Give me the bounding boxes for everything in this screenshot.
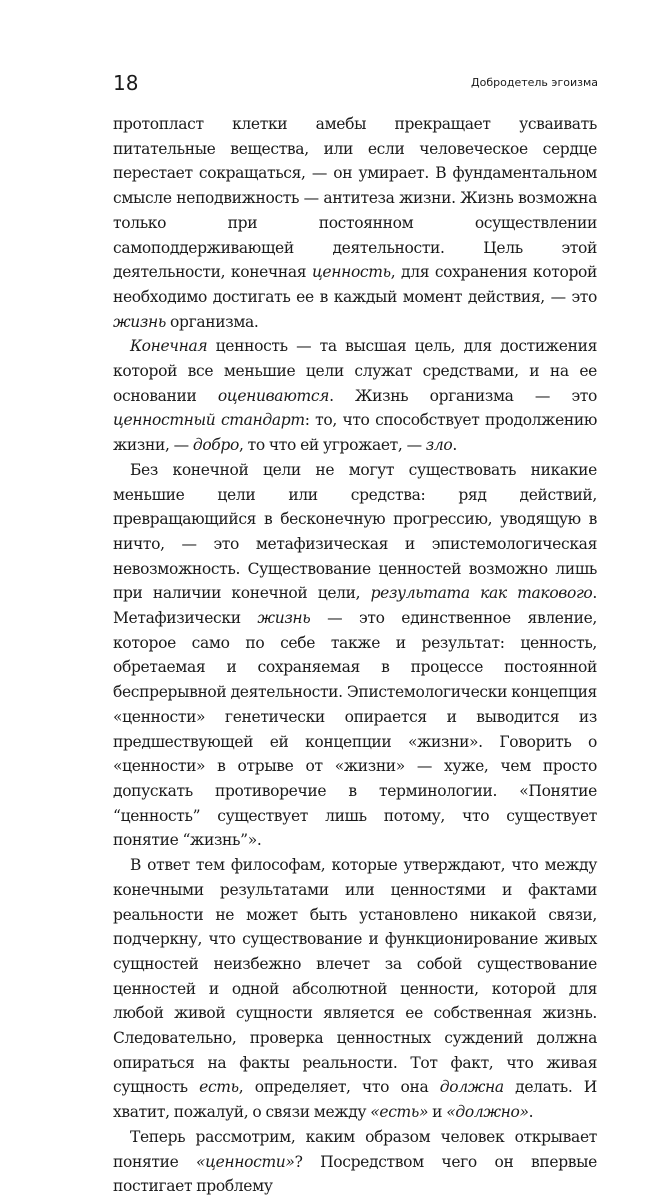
paragraph-5-text-2: ? Посредством чего он впервые постигает проблему: [113, 1152, 597, 1196]
paragraph-2-text-2: . Жизнь организма — это: [329, 386, 598, 405]
paragraph-4-emphasis-3: «есть»: [370, 1103, 429, 1122]
page-header: [113, 66, 598, 100]
paragraph-2-text-4: , то что ей угрожает, —: [238, 436, 426, 455]
paragraph-3-text-3: — это единственное явление, которое само по себе также и результат: ценность, обретаемая и сохраняемая в процессе постоянной беспрерывной деятельности. Эпистемологически концепция «ценности» генетически опирается и выводится из предшествующей ей концепции «жизни». Говорить о «ценности» в отрыве от «жизни» — хуже, чем просто допускать противоречие в терминологии. «Понятие “ценность” существует лишь потому, что существует понятие “жизнь”».: [113, 609, 597, 850]
running-title: Добродетель эгоизма: [471, 76, 598, 89]
paragraph-2-emphasis-1: Конечная: [130, 337, 208, 356]
paragraph-2: [113, 334, 597, 458]
paragraph-3-emphasis-1: результата как такового: [370, 584, 593, 603]
paragraph-4-text-3: делать. И хватит, пожалуй, о связи между: [113, 1078, 597, 1122]
paragraph-3-emphasis-2: жизнь: [257, 609, 311, 628]
paragraph-1: [113, 112, 597, 334]
page-number: 18: [113, 71, 139, 95]
paragraph-5-emphasis-1: «ценности»: [196, 1152, 295, 1171]
paragraph-4: [113, 853, 597, 1125]
paragraph-2-emphasis-3: ценностный стандарт: [113, 411, 305, 430]
body-text: [113, 112, 597, 1199]
paragraph-5: [113, 1125, 597, 1199]
paragraph-5-text-1: Теперь рассмотрим, каким образом человек открывает понятие: [113, 1127, 597, 1171]
paragraph-4-text-1: В ответ тем философам, которые утверждают, что между конечными результатами или ценностями и фактами реальности не может быть установлено никакой связи, подчеркну, что существование и функционирование живых сущностей неизбежно влечет за собой существование ценностей и одной абсолютной ценности, которой для любой живой сущности является ее собственная жизнь. Следовательно, проверка ценностных суждений должна опираться на факты реальности. Тот факт, что живая сущность: [113, 856, 597, 1097]
paragraph-4-text-5: .: [528, 1103, 534, 1122]
paragraph-2-emphasis-4: добро: [192, 436, 239, 455]
paragraph-4-emphasis-1: есть: [199, 1078, 239, 1097]
paragraph-2-text-3: : то, что способствует продолжению жизни, —: [113, 411, 598, 455]
paragraph-2-emphasis-2: оцениваются: [217, 386, 330, 405]
paragraph-1-text-1: протопласт клетки амебы прекращает усваивать питательные вещества, или если человеческое сердце перестает сокращаться, — он умирает. В фундаментальном смысле неподвижность — антитеза жизни. Жизнь возможна только при постоянном осуществлении самоподдерживающей деятельности. Цель этой деятельности, конечная: [113, 115, 597, 282]
paragraph-1-text-2: , для сохранения которой необходимо достигать ее в каждый момент действия, — это: [113, 263, 597, 306]
paragraph-3-text-1: Без конечной цели не могут существовать никакие меньшие цели или средства: ряд действий, превращающийся в бесконечную прогрессию, уводящую в ничто, — это метафизическая и эпистемологическая невозможность. Существование ценностей возможно лишь при наличии конечной цели,: [113, 460, 597, 603]
paragraph-3-text-2: . Метафизически: [113, 584, 597, 628]
paragraph-2-text-5: .: [452, 436, 457, 455]
paragraph-3: [113, 458, 597, 853]
paragraph-4-text-2: , определяет, что она: [238, 1078, 440, 1097]
paragraph-2-emphasis-5: зло: [425, 436, 453, 455]
paragraph-1-text-3: организма.: [165, 312, 259, 331]
paragraph-4-text-4: и: [428, 1103, 447, 1122]
paragraph-2-text-1: ценность — та высшая цель, для достижения которой все меньшие цели служат средствами, и на ее основании: [113, 337, 597, 405]
paragraph-4-emphasis-4: «должно»: [446, 1103, 529, 1122]
paragraph-1-emphasis-1: ценность: [311, 263, 391, 282]
paragraph-1-emphasis-2: жизнь: [113, 312, 166, 331]
paragraph-4-emphasis-2: должна: [439, 1078, 504, 1097]
